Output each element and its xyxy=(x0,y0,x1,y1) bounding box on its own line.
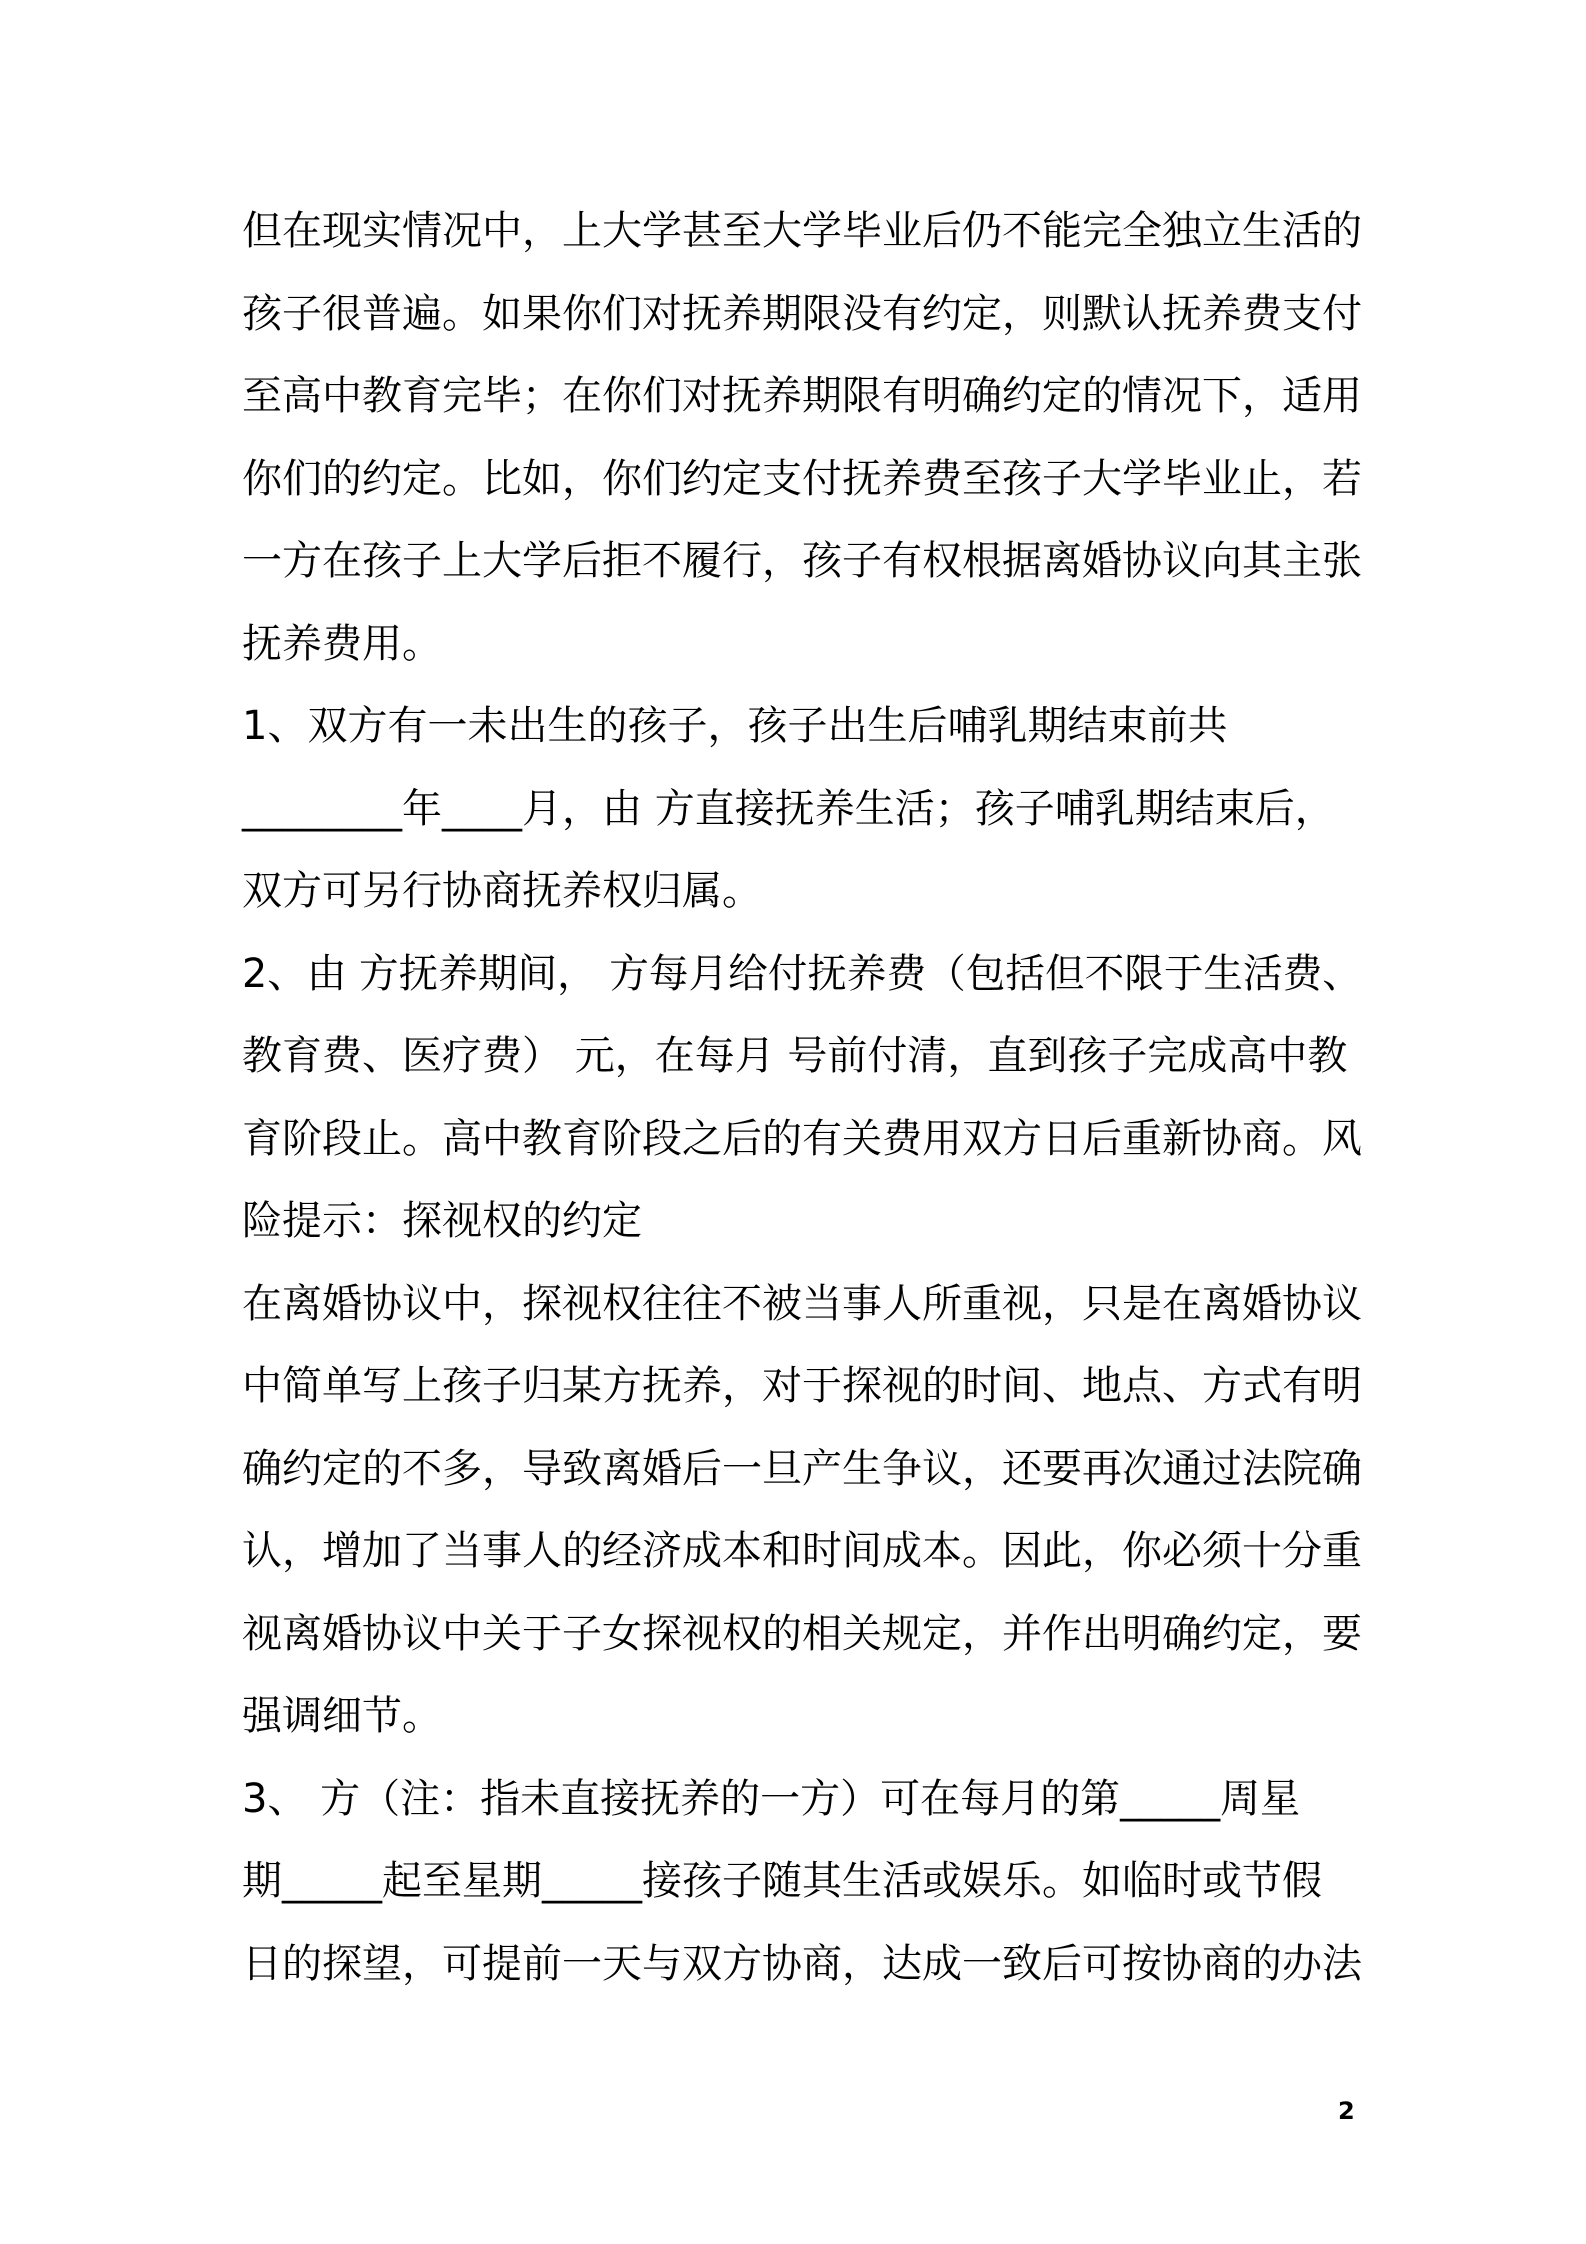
text-line: 但在现实情况中，上大学甚至大学毕业后仍不能完全独立生活的 xyxy=(242,208,1362,254)
text-line: 孩子很普遍。如果你们对抚养期限没有约定，则默认抚养费支付 xyxy=(242,290,1362,337)
text-line: 1、双方有一未出生的孩子，孩子出生后哺乳期结束前共 xyxy=(242,703,1228,749)
text-line: 认，增加了当事人的经济成本和时间成本。因此，你必须十分重 xyxy=(242,1528,1362,1574)
text-line: 你们的约定。比如，你们约定支付抚养费至孩子大学毕业止，若 xyxy=(242,455,1362,502)
text-line: 在离婚协议中，探视权往往不被当事人所重视，只是在离婚协议 xyxy=(242,1280,1362,1327)
text-line: 视离婚协议中关于子女探视权的相关规定，并作出明确约定，要 xyxy=(242,1610,1362,1657)
body-text xyxy=(242,190,1362,2005)
text-line: 育阶段止。高中教育阶段之后的有关费用双方日后重新协商。风 xyxy=(242,1115,1362,1162)
text-line: 确约定的不多，导致离婚后一旦产生争议，还要再次通过法院确 xyxy=(242,1445,1362,1492)
text-line: 中简单写上孩子归某方抚养，对于探视的时间、地点、方式有明 xyxy=(242,1363,1362,1409)
text-line: 险提示：探视权的约定 xyxy=(242,1198,642,1244)
text-line: 期_____起至星期_____接孩子随其生活或娱乐。如临时或节假 xyxy=(242,1858,1322,1904)
text-line: 2、由 方抚养期间， 方每月给付抚养费（包括但不限于生活费、 xyxy=(242,950,1362,997)
text-line: 至高中教育完毕；在你们对抚养期限有明确约定的情况下，适用 xyxy=(242,373,1362,419)
page-number: 2 xyxy=(1338,2097,1355,2125)
text-line: 教育费、医疗费） 元，在每月 号前付清，直到孩子完成高中教 xyxy=(242,1033,1348,1079)
text-line: 3、 方（注：指未直接抚养的一方）可在每月的第_____周星 xyxy=(242,1775,1301,1822)
text-line: 双方可另行协商抚养权归属。 xyxy=(242,868,762,914)
text-line: 强调细节。 xyxy=(242,1693,442,1739)
text-line: 一方在孩子上大学后拒不履行，孩子有权根据离婚协议向其主张 xyxy=(242,538,1362,584)
text-line: 抚养费用。 xyxy=(242,620,442,667)
text-line: ________年____月，由 方直接抚养生活；孩子哺乳期结束后， xyxy=(242,785,1335,832)
text-line: 日的探望，可提前一天与双方协商，达成一致后可按协商的办法 xyxy=(242,1940,1362,1987)
